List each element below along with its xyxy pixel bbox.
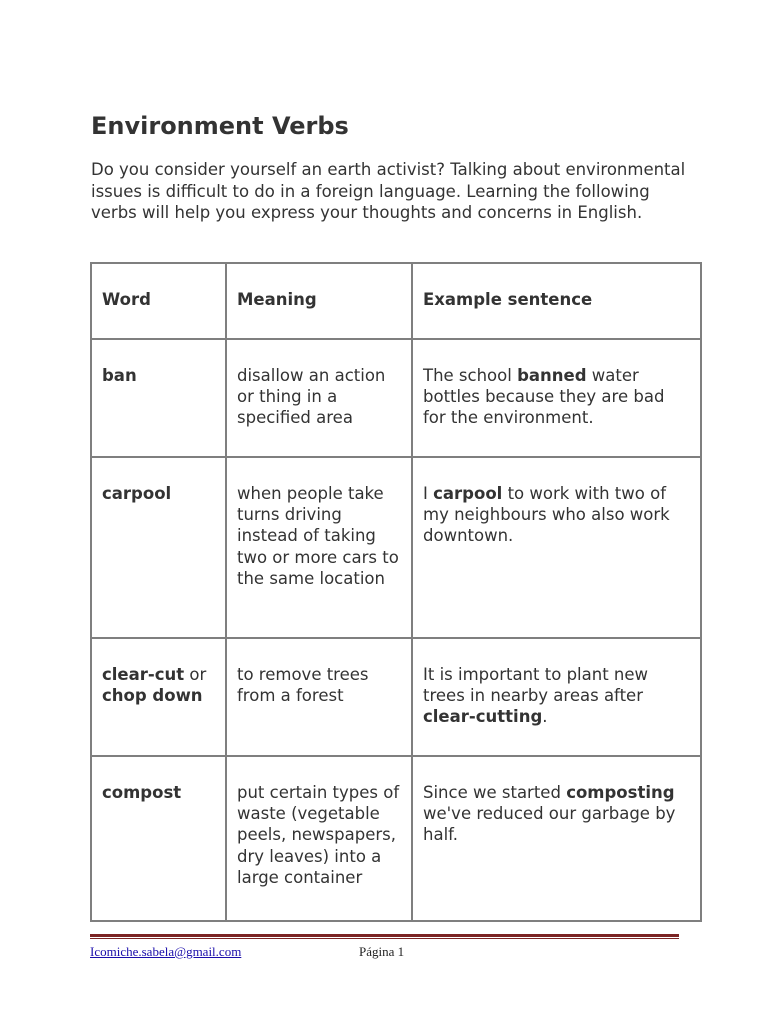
example-keyword: carpool: [433, 484, 503, 503]
header-meaning: Meaning: [226, 263, 412, 339]
header-word: Word: [91, 263, 226, 339]
example-text: water bottles because they are bad for the environment.: [423, 366, 665, 428]
example-cell: [412, 457, 701, 638]
page-title: Environment Verbs: [91, 112, 349, 140]
table-row: [91, 457, 701, 638]
meaning-cell: put certain types of waste (vegetable peels, newspapers, dry leaves) into a large container: [226, 756, 412, 921]
example-text: to work with two of my neighbours who also work downtown.: [423, 484, 670, 546]
word-cell: carpool: [91, 457, 226, 638]
word-primary: clear-cut: [102, 665, 185, 684]
word-cell: [91, 638, 226, 756]
example-text: I: [423, 484, 434, 503]
example-text: Since we started: [423, 783, 567, 802]
word-cell: ban: [91, 339, 226, 457]
footer-divider: [90, 934, 679, 939]
word-cell: compost: [91, 756, 226, 921]
example-text: .: [542, 707, 548, 727]
example-keyword: composting: [566, 783, 675, 802]
footer-email-link[interactable]: Icomiche.sabela@gmail.com: [90, 944, 242, 959]
table-row: [91, 339, 701, 457]
example-cell: [412, 638, 701, 756]
meaning-cell: when people take turns driving instead of taking two or more cars to the same location: [226, 457, 412, 638]
example-text: It is important to plant new trees in nearby areas after: [423, 665, 649, 706]
example-keyword: banned: [517, 366, 587, 385]
example-cell: [412, 756, 701, 921]
table-row: [91, 638, 701, 756]
word-secondary: chop down: [102, 686, 203, 706]
meaning-cell: disallow an action or thing in a specified area: [226, 339, 412, 457]
example-text: The school: [423, 366, 518, 385]
example-keyword: clear-cutting: [423, 707, 543, 727]
header-example: Example sentence: [412, 263, 701, 339]
meaning-cell: to remove trees from a forest: [226, 638, 412, 756]
page-number: Página 1: [359, 944, 405, 959]
table-header-row: [91, 263, 701, 339]
intro-paragraph: Do you consider yourself an earth activist? Talking about environmental issues is difficult to do in a foreign language. Learning the following verbs will help you express your thoughts and concerns in English.: [91, 160, 686, 222]
verbs-table: [90, 262, 702, 922]
word-connector: or: [184, 665, 207, 684]
example-text: we've reduced our garbage by half.: [423, 804, 676, 845]
example-cell: [412, 339, 701, 457]
table-row: [91, 756, 701, 921]
